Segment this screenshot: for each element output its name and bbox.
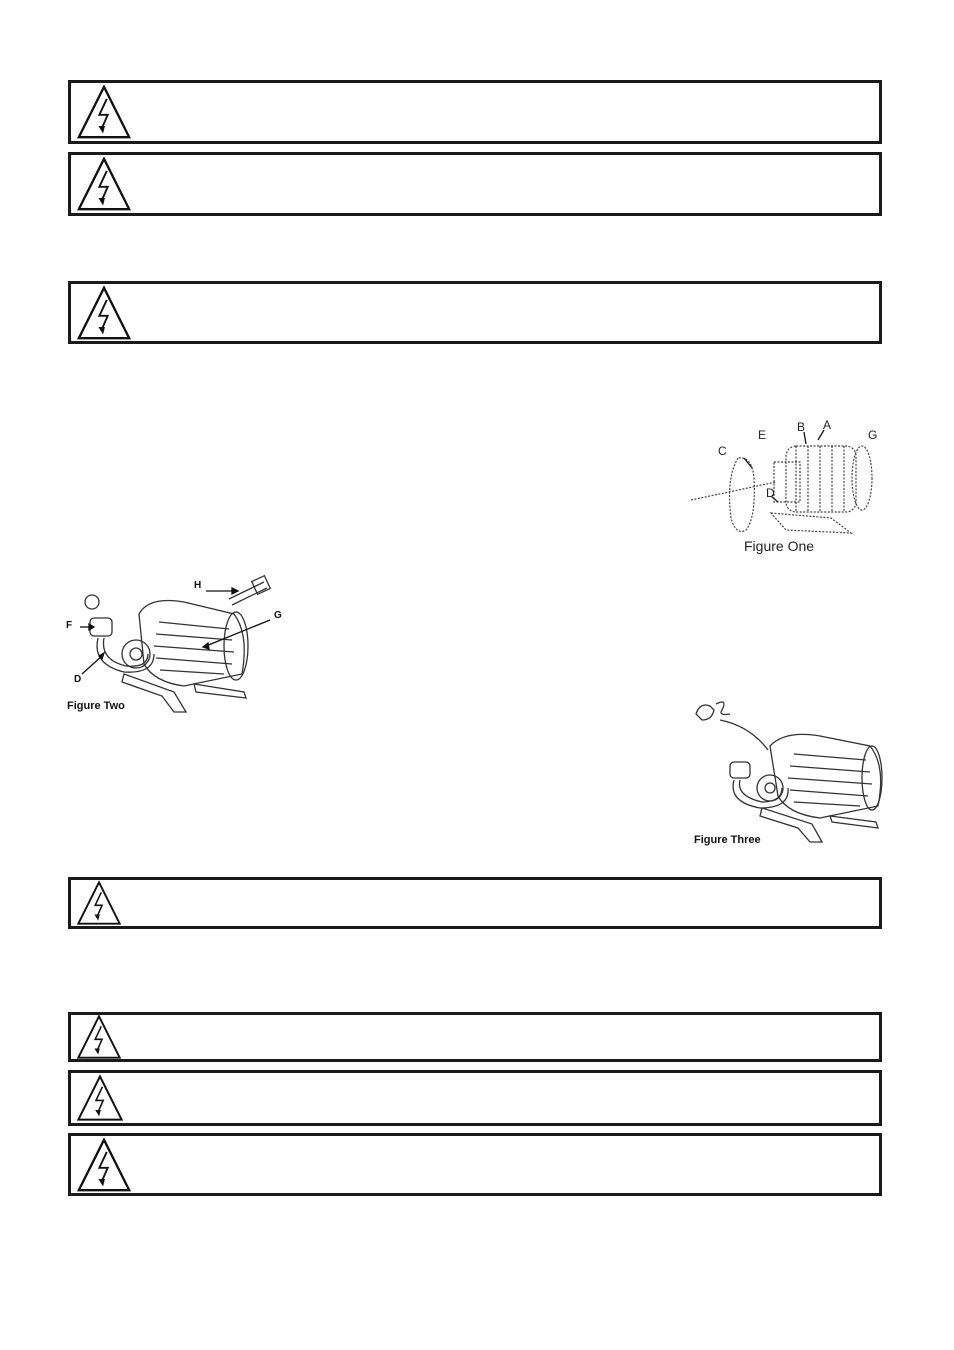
figure-one-callout-a: A xyxy=(823,418,832,432)
warning-box-7 xyxy=(68,1133,882,1196)
high-voltage-warning-icon xyxy=(76,84,132,140)
figure-one-callout-c: C xyxy=(718,444,727,458)
figure-one-callout-e: E xyxy=(758,428,767,442)
high-voltage-warning-icon xyxy=(76,1014,122,1060)
high-voltage-warning-icon xyxy=(76,285,132,341)
figure-one-caption: Figure One xyxy=(744,538,815,554)
figure-one-callout-g: G xyxy=(868,428,878,442)
figure-two-callout-h: H xyxy=(194,580,202,591)
figure-three xyxy=(690,696,886,856)
warning-box-6 xyxy=(68,1070,882,1126)
high-voltage-warning-icon xyxy=(76,1074,124,1122)
pump-assembly-drawing xyxy=(64,574,286,716)
figure-one xyxy=(686,418,886,560)
figure-two-caption: Figure Two xyxy=(67,700,125,712)
warning-box-5 xyxy=(68,1012,882,1062)
high-voltage-warning-icon xyxy=(76,880,122,926)
high-voltage-warning-icon xyxy=(76,156,132,212)
pump-plug-drawing xyxy=(690,696,886,856)
warning-box-2 xyxy=(68,152,882,216)
figure-two xyxy=(64,574,286,716)
figure-two-callout-g: G xyxy=(274,610,282,621)
figure-one-callout-b: B xyxy=(797,420,806,434)
warning-box-4 xyxy=(68,877,882,929)
figure-one-callout-d: D xyxy=(766,486,775,500)
figure-two-callout-d: D xyxy=(74,674,82,685)
warning-box-3 xyxy=(68,281,882,344)
figure-three-caption: Figure Three xyxy=(694,834,761,846)
figure-two-callout-f: F xyxy=(66,620,73,631)
high-voltage-warning-icon xyxy=(76,1137,132,1193)
warning-box-1 xyxy=(68,80,882,144)
